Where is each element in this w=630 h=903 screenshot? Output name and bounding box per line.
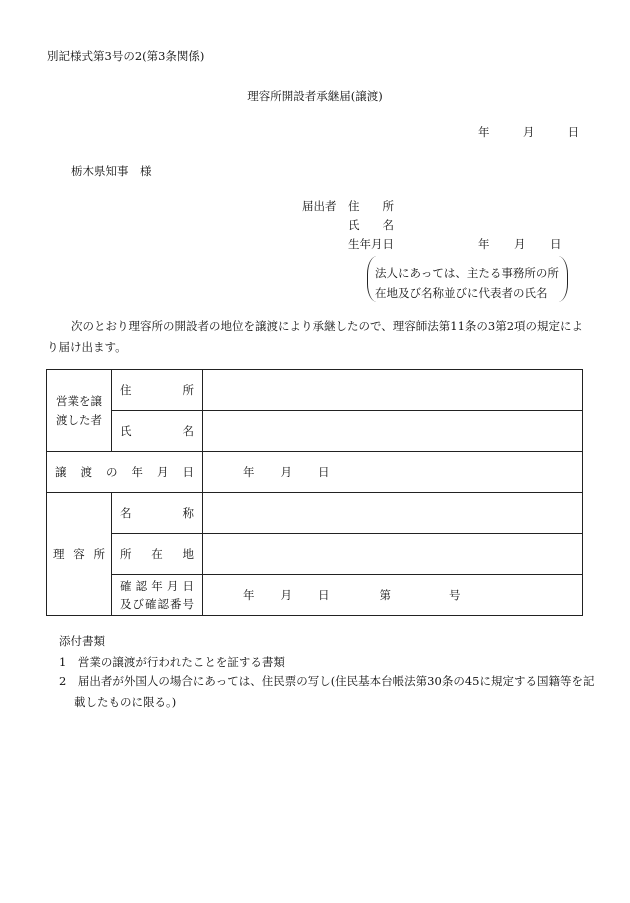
application-table [46, 369, 583, 616]
shop-name-label: 名 称 [112, 493, 203, 534]
transfer-day: 日 [318, 465, 330, 479]
transfer-year: 年 [243, 465, 255, 479]
form-number: 別記様式第3号の2(第3条関係) [47, 49, 205, 63]
addressee: 栃木県知事 様 [71, 164, 152, 178]
confirm-year: 年 [243, 588, 255, 602]
transferor-name-field[interactable] [203, 411, 583, 452]
confirm-day: 日 [318, 588, 330, 602]
document-title: 理容所開設者承継届(譲渡) [247, 89, 383, 103]
transferor-address-field[interactable] [203, 370, 583, 411]
transferor-label [47, 370, 112, 452]
date-year: 年 [478, 125, 490, 139]
shop-label: 理 容 所 [47, 493, 112, 616]
submitter-label: 届出者 [302, 199, 337, 213]
confirm-field[interactable] [203, 575, 583, 616]
confirm-month: 月 [280, 588, 292, 602]
transfer-date-label: 譲 渡 の 年 月 日 [47, 452, 203, 493]
transferor-name-label: 氏 名 [112, 411, 203, 452]
attachments-heading: 添付書類 [59, 634, 105, 648]
submitter-dob-label: 生年月日 [348, 237, 394, 251]
dob-month: 月 [514, 237, 526, 251]
transferor-label-line1: 営業を譲 [56, 393, 102, 408]
transferor-label-line2: 渡した者 [56, 412, 102, 427]
transfer-date-field[interactable] [203, 452, 583, 493]
date-month: 月 [522, 125, 535, 139]
confirm-number-suffix: 号 [449, 588, 461, 602]
date-day: 日 [567, 125, 580, 139]
confirm-label: 確 認 年 月 日 及 び 確 認 番 号 [112, 575, 203, 616]
corporate-note-line1: 法人にあっては、主たる事務所の所 [375, 266, 559, 280]
shop-name-field[interactable] [203, 493, 583, 534]
attachment-item-1: 1 営業の譲渡が行われたことを証する書類 [59, 655, 285, 669]
body-text: 次のとおり理容所の開設者の地位を譲渡により承継したので、理容師法第11条の3第2項の規定により届け出ます。 [47, 319, 584, 354]
submission-date [478, 124, 579, 140]
submitter-name-label: 氏 名 [348, 218, 394, 232]
corporate-note-line2: 在地及び名称並びに代表者の氏名 [375, 286, 548, 300]
dob-year: 年 [478, 237, 490, 251]
corporate-note [375, 263, 559, 303]
transfer-month: 月 [280, 465, 292, 479]
transferor-address-label: 住 所 [112, 370, 203, 411]
confirm-number-prefix: 第 [379, 588, 391, 602]
shop-location-label: 所 在 地 [112, 534, 203, 575]
dob-day: 日 [550, 237, 562, 251]
shop-location-field[interactable] [203, 534, 583, 575]
attachment-item-2: 2 届出者が外国人の場合にあっては、住民票の写し(住民基本台帳法第30条の45に規定する国籍等を記載したものに限る。) [59, 674, 595, 709]
submitter-address-label: 住 所 [348, 199, 394, 213]
